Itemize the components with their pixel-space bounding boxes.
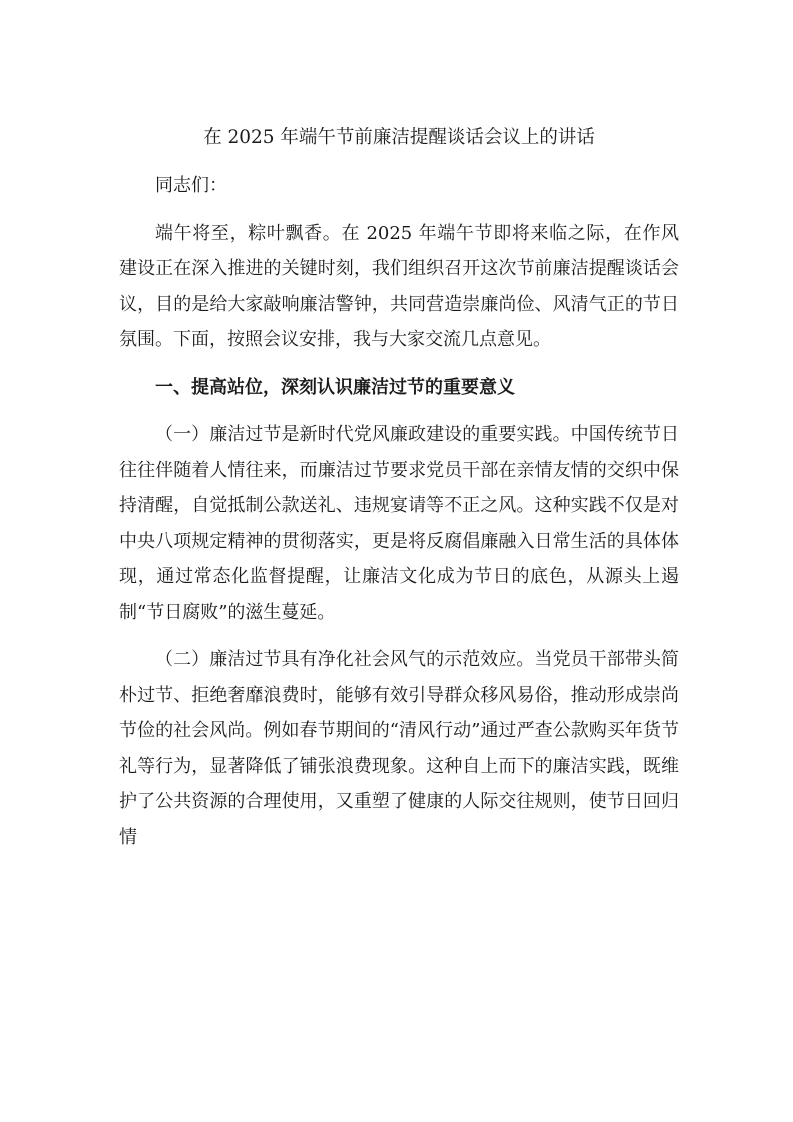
intro-paragraph: 端午将至，粽叶飘香。在 2025 年端午节即将来临之际，在作风建设正在深入推进的关键时刻，我们组织召开这次节前廉洁提醒谈话会议，目的是给大家敲响廉洁警钟，共同营造崇廉尚俭、风清气正的节日氛围。下面，按照会议安排，我与大家交流几点意见。: [119, 222, 679, 350]
document-body: [119, 120, 679, 867]
document-title: 在 2025 年端午节前廉洁提醒谈话会议上的讲话: [203, 127, 595, 148]
paragraph-point-1: （一）廉洁过节是新时代党风廉政建设的重要实践。中国传统节日往往伴随着人情往来，而廉洁过节要求党员干部在亲情友情的交织中保持清醒，自觉抵制公款送礼、违规宴请等不正之风。这种实践不仅是对中央八项规定精神的贯彻落实，更是将反腐倡廉融入日常生活的具体体现，通过常态化监督提醒，让廉洁文化成为节日的底色，从源头上遏制“节日腐败”的滋生蔓延。: [119, 424, 679, 623]
paragraph-point-2: （二）廉洁过节具有净化社会风气的示范效应。当党员干部带头简朴过节、拒绝奢靡浪费时，能够有效引导群众移风易俗，推动形成崇尚节俭的社会风尚。例如春节期间的“清风行动”通过严查公款购买年货节礼等行为，显著降低了铺张浪费现象。这种自上而下的廉洁实践，既维护了公共资源的合理使用，又重塑了健康的人际交往规则，使节日回归情: [119, 649, 679, 848]
section-heading-1: 一、提高站位，深刻认识廉洁过节的重要意义: [155, 376, 515, 398]
salutation: 同志们：: [155, 175, 227, 196]
